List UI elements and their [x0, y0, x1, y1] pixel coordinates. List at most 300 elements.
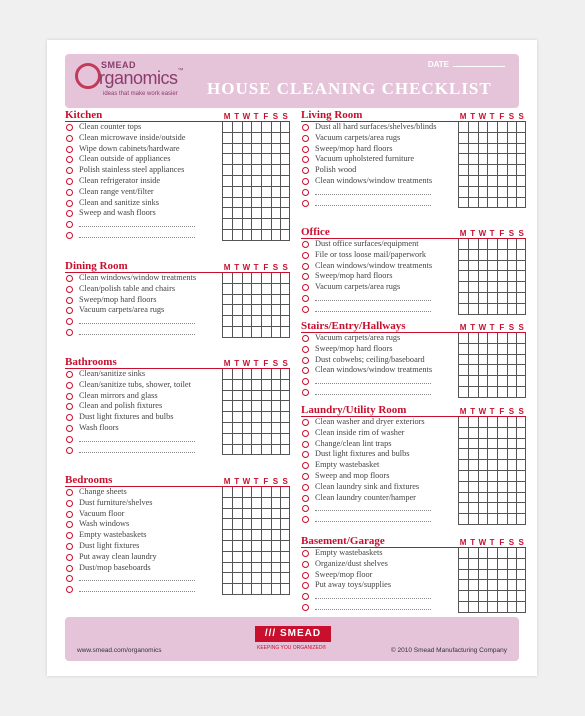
day-checkbox[interactable]: [458, 239, 468, 250]
day-checkbox[interactable]: [271, 219, 281, 230]
day-checkbox[interactable]: [232, 401, 242, 412]
day-checkbox[interactable]: [242, 584, 252, 595]
day-checkbox[interactable]: [222, 122, 232, 133]
day-checkbox[interactable]: [497, 387, 507, 398]
day-checkbox[interactable]: [458, 471, 468, 482]
checkbox-circle-icon[interactable]: [302, 295, 309, 302]
day-checkbox[interactable]: [271, 165, 281, 176]
checkbox-circle-icon[interactable]: [302, 593, 309, 600]
day-checkbox[interactable]: [516, 580, 526, 591]
day-checkbox[interactable]: [251, 445, 261, 456]
checkbox-circle-icon[interactable]: [302, 124, 309, 131]
day-checkbox[interactable]: [478, 548, 488, 559]
day-checkbox[interactable]: [507, 355, 517, 366]
day-checkbox[interactable]: [478, 250, 488, 261]
day-checkbox[interactable]: [458, 591, 468, 602]
day-checkbox[interactable]: [280, 445, 290, 456]
day-checkbox[interactable]: [497, 144, 507, 155]
day-checkbox[interactable]: [468, 493, 478, 504]
day-checkbox[interactable]: [468, 144, 478, 155]
day-checkbox[interactable]: [478, 417, 488, 428]
day-checkbox[interactable]: [242, 284, 252, 295]
day-checkbox[interactable]: [458, 559, 468, 570]
day-checkbox[interactable]: [251, 563, 261, 574]
day-checkbox[interactable]: [478, 503, 488, 514]
day-checkbox[interactable]: [222, 154, 232, 165]
day-checkbox[interactable]: [271, 144, 281, 155]
day-checkbox[interactable]: [516, 514, 526, 525]
checkbox-circle-icon[interactable]: [66, 286, 73, 293]
day-checkbox[interactable]: [222, 391, 232, 402]
day-checkbox[interactable]: [261, 219, 271, 230]
day-checkbox[interactable]: [478, 187, 488, 198]
day-checkbox[interactable]: [251, 412, 261, 423]
day-checkbox[interactable]: [507, 439, 517, 450]
day-checkbox[interactable]: [468, 449, 478, 460]
checkbox-circle-icon[interactable]: [66, 521, 73, 528]
day-checkbox[interactable]: [516, 250, 526, 261]
day-checkbox[interactable]: [468, 355, 478, 366]
day-checkbox[interactable]: [478, 239, 488, 250]
day-checkbox[interactable]: [261, 584, 271, 595]
day-checkbox[interactable]: [222, 219, 232, 230]
day-checkbox[interactable]: [222, 273, 232, 284]
day-checkbox[interactable]: [261, 284, 271, 295]
day-checkbox[interactable]: [242, 445, 252, 456]
day-checkbox[interactable]: [251, 487, 261, 498]
day-checkbox[interactable]: [458, 493, 468, 504]
day-checkbox[interactable]: [232, 316, 242, 327]
day-checkbox[interactable]: [468, 271, 478, 282]
day-checkbox[interactable]: [478, 133, 488, 144]
day-checkbox[interactable]: [222, 369, 232, 380]
day-checkbox[interactable]: [487, 122, 497, 133]
day-checkbox[interactable]: [242, 552, 252, 563]
day-checkbox[interactable]: [487, 165, 497, 176]
day-checkbox[interactable]: [222, 380, 232, 391]
day-checkbox[interactable]: [497, 344, 507, 355]
day-checkbox[interactable]: [507, 239, 517, 250]
day-checkbox[interactable]: [487, 559, 497, 570]
day-checkbox[interactable]: [232, 273, 242, 284]
day-checkbox[interactable]: [507, 122, 517, 133]
checkbox-circle-icon[interactable]: [66, 532, 73, 539]
day-checkbox[interactable]: [222, 541, 232, 552]
day-checkbox[interactable]: [497, 293, 507, 304]
day-checkbox[interactable]: [478, 387, 488, 398]
day-checkbox[interactable]: [232, 541, 242, 552]
day-checkbox[interactable]: [261, 434, 271, 445]
day-checkbox[interactable]: [516, 344, 526, 355]
day-checkbox[interactable]: [507, 304, 517, 315]
day-checkbox[interactable]: [458, 580, 468, 591]
day-checkbox[interactable]: [507, 580, 517, 591]
day-checkbox[interactable]: [487, 198, 497, 209]
day-checkbox[interactable]: [261, 305, 271, 316]
day-checkbox[interactable]: [478, 602, 488, 613]
day-checkbox[interactable]: [497, 355, 507, 366]
day-checkbox[interactable]: [468, 514, 478, 525]
day-checkbox[interactable]: [280, 316, 290, 327]
day-checkbox[interactable]: [507, 333, 517, 344]
day-checkbox[interactable]: [478, 344, 488, 355]
day-checkbox[interactable]: [507, 493, 517, 504]
day-checkbox[interactable]: [516, 333, 526, 344]
day-checkbox[interactable]: [280, 519, 290, 530]
day-checkbox[interactable]: [478, 365, 488, 376]
day-checkbox[interactable]: [222, 530, 232, 541]
day-checkbox[interactable]: [232, 219, 242, 230]
checkbox-circle-icon[interactable]: [302, 441, 309, 448]
day-checkbox[interactable]: [468, 176, 478, 187]
day-checkbox[interactable]: [478, 460, 488, 471]
day-checkbox[interactable]: [232, 498, 242, 509]
blank-task-line[interactable]: [315, 383, 431, 384]
day-checkbox[interactable]: [271, 273, 281, 284]
checkbox-circle-icon[interactable]: [302, 430, 309, 437]
day-checkbox[interactable]: [478, 271, 488, 282]
day-checkbox[interactable]: [487, 428, 497, 439]
day-checkbox[interactable]: [280, 541, 290, 552]
day-checkbox[interactable]: [222, 445, 232, 456]
day-checkbox[interactable]: [232, 154, 242, 165]
day-checkbox[interactable]: [487, 250, 497, 261]
day-checkbox[interactable]: [478, 333, 488, 344]
day-checkbox[interactable]: [280, 144, 290, 155]
day-checkbox[interactable]: [458, 293, 468, 304]
day-checkbox[interactable]: [222, 187, 232, 198]
day-checkbox[interactable]: [478, 591, 488, 602]
checkbox-circle-icon[interactable]: [66, 575, 73, 582]
checkbox-circle-icon[interactable]: [302, 167, 309, 174]
day-checkbox[interactable]: [251, 295, 261, 306]
day-checkbox[interactable]: [280, 176, 290, 187]
day-checkbox[interactable]: [242, 498, 252, 509]
day-checkbox[interactable]: [497, 304, 507, 315]
checkbox-circle-icon[interactable]: [66, 210, 73, 217]
day-checkbox[interactable]: [507, 417, 517, 428]
day-checkbox[interactable]: [487, 503, 497, 514]
day-checkbox[interactable]: [251, 584, 261, 595]
day-checkbox[interactable]: [478, 198, 488, 209]
day-checkbox[interactable]: [458, 482, 468, 493]
day-checkbox[interactable]: [261, 230, 271, 241]
day-checkbox[interactable]: [232, 563, 242, 574]
day-checkbox[interactable]: [261, 401, 271, 412]
checkbox-circle-icon[interactable]: [302, 561, 309, 568]
checkbox-circle-icon[interactable]: [302, 451, 309, 458]
day-checkbox[interactable]: [242, 541, 252, 552]
checkbox-circle-icon[interactable]: [302, 484, 309, 491]
day-checkbox[interactable]: [478, 570, 488, 581]
day-checkbox[interactable]: [487, 293, 497, 304]
day-checkbox[interactable]: [251, 187, 261, 198]
blank-task-line[interactable]: [315, 510, 431, 511]
day-checkbox[interactable]: [497, 559, 507, 570]
day-checkbox[interactable]: [251, 434, 261, 445]
day-checkbox[interactable]: [478, 261, 488, 272]
day-checkbox[interactable]: [458, 514, 468, 525]
checkbox-circle-icon[interactable]: [302, 389, 309, 396]
checkbox-circle-icon[interactable]: [66, 146, 73, 153]
checkbox-circle-icon[interactable]: [66, 189, 73, 196]
day-checkbox[interactable]: [458, 187, 468, 198]
day-checkbox[interactable]: [222, 584, 232, 595]
day-checkbox[interactable]: [468, 282, 478, 293]
day-checkbox[interactable]: [271, 208, 281, 219]
day-checkbox[interactable]: [261, 487, 271, 498]
checkbox-circle-icon[interactable]: [302, 367, 309, 374]
day-checkbox[interactable]: [232, 487, 242, 498]
day-checkbox[interactable]: [468, 439, 478, 450]
day-checkbox[interactable]: [280, 401, 290, 412]
day-checkbox[interactable]: [487, 304, 497, 315]
day-checkbox[interactable]: [516, 365, 526, 376]
day-checkbox[interactable]: [261, 563, 271, 574]
day-checkbox[interactable]: [487, 570, 497, 581]
day-checkbox[interactable]: [478, 154, 488, 165]
day-checkbox[interactable]: [271, 187, 281, 198]
checkbox-circle-icon[interactable]: [302, 200, 309, 207]
day-checkbox[interactable]: [507, 144, 517, 155]
day-checkbox[interactable]: [242, 391, 252, 402]
day-checkbox[interactable]: [271, 519, 281, 530]
day-checkbox[interactable]: [280, 219, 290, 230]
checkbox-circle-icon[interactable]: [66, 167, 73, 174]
day-checkbox[interactable]: [232, 434, 242, 445]
day-checkbox[interactable]: [458, 176, 468, 187]
day-checkbox[interactable]: [497, 602, 507, 613]
day-checkbox[interactable]: [516, 417, 526, 428]
day-checkbox[interactable]: [458, 133, 468, 144]
day-checkbox[interactable]: [497, 460, 507, 471]
day-checkbox[interactable]: [222, 401, 232, 412]
day-checkbox[interactable]: [468, 580, 478, 591]
day-checkbox[interactable]: [507, 176, 517, 187]
day-checkbox[interactable]: [458, 387, 468, 398]
blank-task-line[interactable]: [79, 452, 195, 453]
day-checkbox[interactable]: [458, 344, 468, 355]
day-checkbox[interactable]: [507, 282, 517, 293]
checkbox-circle-icon[interactable]: [302, 241, 309, 248]
day-checkbox[interactable]: [497, 591, 507, 602]
day-checkbox[interactable]: [507, 376, 517, 387]
day-checkbox[interactable]: [271, 176, 281, 187]
day-checkbox[interactable]: [497, 376, 507, 387]
day-checkbox[interactable]: [487, 602, 497, 613]
day-checkbox[interactable]: [497, 482, 507, 493]
day-checkbox[interactable]: [222, 498, 232, 509]
day-checkbox[interactable]: [468, 304, 478, 315]
day-checkbox[interactable]: [222, 509, 232, 520]
day-checkbox[interactable]: [251, 230, 261, 241]
day-checkbox[interactable]: [261, 369, 271, 380]
day-checkbox[interactable]: [487, 376, 497, 387]
day-checkbox[interactable]: [497, 187, 507, 198]
day-checkbox[interactable]: [478, 471, 488, 482]
day-checkbox[interactable]: [497, 580, 507, 591]
day-checkbox[interactable]: [487, 355, 497, 366]
checkbox-circle-icon[interactable]: [302, 263, 309, 270]
day-checkbox[interactable]: [516, 559, 526, 570]
day-checkbox[interactable]: [261, 573, 271, 584]
day-checkbox[interactable]: [271, 327, 281, 338]
day-checkbox[interactable]: [261, 391, 271, 402]
day-checkbox[interactable]: [232, 369, 242, 380]
day-checkbox[interactable]: [222, 563, 232, 574]
day-checkbox[interactable]: [271, 230, 281, 241]
day-checkbox[interactable]: [251, 165, 261, 176]
day-checkbox[interactable]: [516, 282, 526, 293]
blank-task-line[interactable]: [315, 609, 431, 610]
day-checkbox[interactable]: [261, 412, 271, 423]
day-checkbox[interactable]: [261, 165, 271, 176]
day-checkbox[interactable]: [516, 133, 526, 144]
day-checkbox[interactable]: [516, 122, 526, 133]
day-checkbox[interactable]: [271, 305, 281, 316]
day-checkbox[interactable]: [468, 548, 478, 559]
day-checkbox[interactable]: [261, 530, 271, 541]
day-checkbox[interactable]: [478, 559, 488, 570]
day-checkbox[interactable]: [251, 305, 261, 316]
day-checkbox[interactable]: [280, 284, 290, 295]
day-checkbox[interactable]: [232, 423, 242, 434]
day-checkbox[interactable]: [222, 552, 232, 563]
day-checkbox[interactable]: [271, 198, 281, 209]
day-checkbox[interactable]: [468, 261, 478, 272]
day-checkbox[interactable]: [468, 428, 478, 439]
day-checkbox[interactable]: [468, 602, 478, 613]
day-checkbox[interactable]: [242, 412, 252, 423]
day-checkbox[interactable]: [251, 316, 261, 327]
day-checkbox[interactable]: [242, 176, 252, 187]
day-checkbox[interactable]: [516, 176, 526, 187]
checkbox-circle-icon[interactable]: [302, 346, 309, 353]
day-checkbox[interactable]: [516, 570, 526, 581]
day-checkbox[interactable]: [516, 198, 526, 209]
checkbox-circle-icon[interactable]: [66, 543, 73, 550]
checkbox-circle-icon[interactable]: [66, 586, 73, 593]
day-checkbox[interactable]: [516, 503, 526, 514]
day-checkbox[interactable]: [487, 449, 497, 460]
day-checkbox[interactable]: [280, 509, 290, 520]
day-checkbox[interactable]: [497, 471, 507, 482]
day-checkbox[interactable]: [242, 133, 252, 144]
day-checkbox[interactable]: [468, 570, 478, 581]
checkbox-circle-icon[interactable]: [66, 200, 73, 207]
day-checkbox[interactable]: [280, 563, 290, 574]
day-checkbox[interactable]: [251, 391, 261, 402]
day-checkbox[interactable]: [487, 271, 497, 282]
day-checkbox[interactable]: [507, 250, 517, 261]
day-checkbox[interactable]: [271, 498, 281, 509]
day-checkbox[interactable]: [232, 305, 242, 316]
day-checkbox[interactable]: [280, 273, 290, 284]
day-checkbox[interactable]: [468, 333, 478, 344]
day-checkbox[interactable]: [507, 428, 517, 439]
checkbox-circle-icon[interactable]: [302, 378, 309, 385]
day-checkbox[interactable]: [242, 144, 252, 155]
day-checkbox[interactable]: [458, 355, 468, 366]
checkbox-circle-icon[interactable]: [302, 604, 309, 611]
checkbox-circle-icon[interactable]: [302, 550, 309, 557]
day-checkbox[interactable]: [507, 133, 517, 144]
checkbox-circle-icon[interactable]: [302, 572, 309, 579]
day-checkbox[interactable]: [222, 230, 232, 241]
day-checkbox[interactable]: [280, 434, 290, 445]
checkbox-circle-icon[interactable]: [302, 419, 309, 426]
day-checkbox[interactable]: [487, 460, 497, 471]
day-checkbox[interactable]: [232, 284, 242, 295]
day-checkbox[interactable]: [497, 548, 507, 559]
day-checkbox[interactable]: [261, 316, 271, 327]
day-checkbox[interactable]: [497, 165, 507, 176]
day-checkbox[interactable]: [507, 471, 517, 482]
day-checkbox[interactable]: [468, 165, 478, 176]
checkbox-circle-icon[interactable]: [66, 329, 73, 336]
day-checkbox[interactable]: [478, 144, 488, 155]
day-checkbox[interactable]: [232, 144, 242, 155]
day-checkbox[interactable]: [261, 122, 271, 133]
day-checkbox[interactable]: [251, 380, 261, 391]
blank-task-line[interactable]: [315, 311, 431, 312]
day-checkbox[interactable]: [458, 428, 468, 439]
day-checkbox[interactable]: [222, 144, 232, 155]
checkbox-circle-icon[interactable]: [66, 307, 73, 314]
checkbox-circle-icon[interactable]: [66, 382, 73, 389]
checkbox-circle-icon[interactable]: [66, 489, 73, 496]
day-checkbox[interactable]: [497, 333, 507, 344]
day-checkbox[interactable]: [261, 423, 271, 434]
day-checkbox[interactable]: [222, 165, 232, 176]
day-checkbox[interactable]: [261, 327, 271, 338]
day-checkbox[interactable]: [280, 380, 290, 391]
checkbox-circle-icon[interactable]: [66, 393, 73, 400]
day-checkbox[interactable]: [251, 401, 261, 412]
day-checkbox[interactable]: [251, 519, 261, 530]
day-checkbox[interactable]: [280, 165, 290, 176]
day-checkbox[interactable]: [458, 376, 468, 387]
day-checkbox[interactable]: [271, 316, 281, 327]
day-checkbox[interactable]: [280, 552, 290, 563]
day-checkbox[interactable]: [458, 449, 468, 460]
checkbox-circle-icon[interactable]: [66, 232, 73, 239]
day-checkbox[interactable]: [222, 316, 232, 327]
day-checkbox[interactable]: [232, 584, 242, 595]
day-checkbox[interactable]: [242, 219, 252, 230]
checkbox-circle-icon[interactable]: [66, 500, 73, 507]
day-checkbox[interactable]: [478, 514, 488, 525]
day-checkbox[interactable]: [261, 509, 271, 520]
day-checkbox[interactable]: [487, 176, 497, 187]
day-checkbox[interactable]: [222, 519, 232, 530]
day-checkbox[interactable]: [280, 295, 290, 306]
day-checkbox[interactable]: [507, 293, 517, 304]
day-checkbox[interactable]: [478, 304, 488, 315]
day-checkbox[interactable]: [271, 295, 281, 306]
day-checkbox[interactable]: [516, 376, 526, 387]
checkbox-circle-icon[interactable]: [302, 516, 309, 523]
day-checkbox[interactable]: [497, 198, 507, 209]
day-checkbox[interactable]: [242, 369, 252, 380]
day-checkbox[interactable]: [516, 428, 526, 439]
day-checkbox[interactable]: [271, 391, 281, 402]
day-checkbox[interactable]: [222, 434, 232, 445]
day-checkbox[interactable]: [507, 548, 517, 559]
day-checkbox[interactable]: [468, 559, 478, 570]
day-checkbox[interactable]: [468, 344, 478, 355]
checkbox-circle-icon[interactable]: [66, 511, 73, 518]
